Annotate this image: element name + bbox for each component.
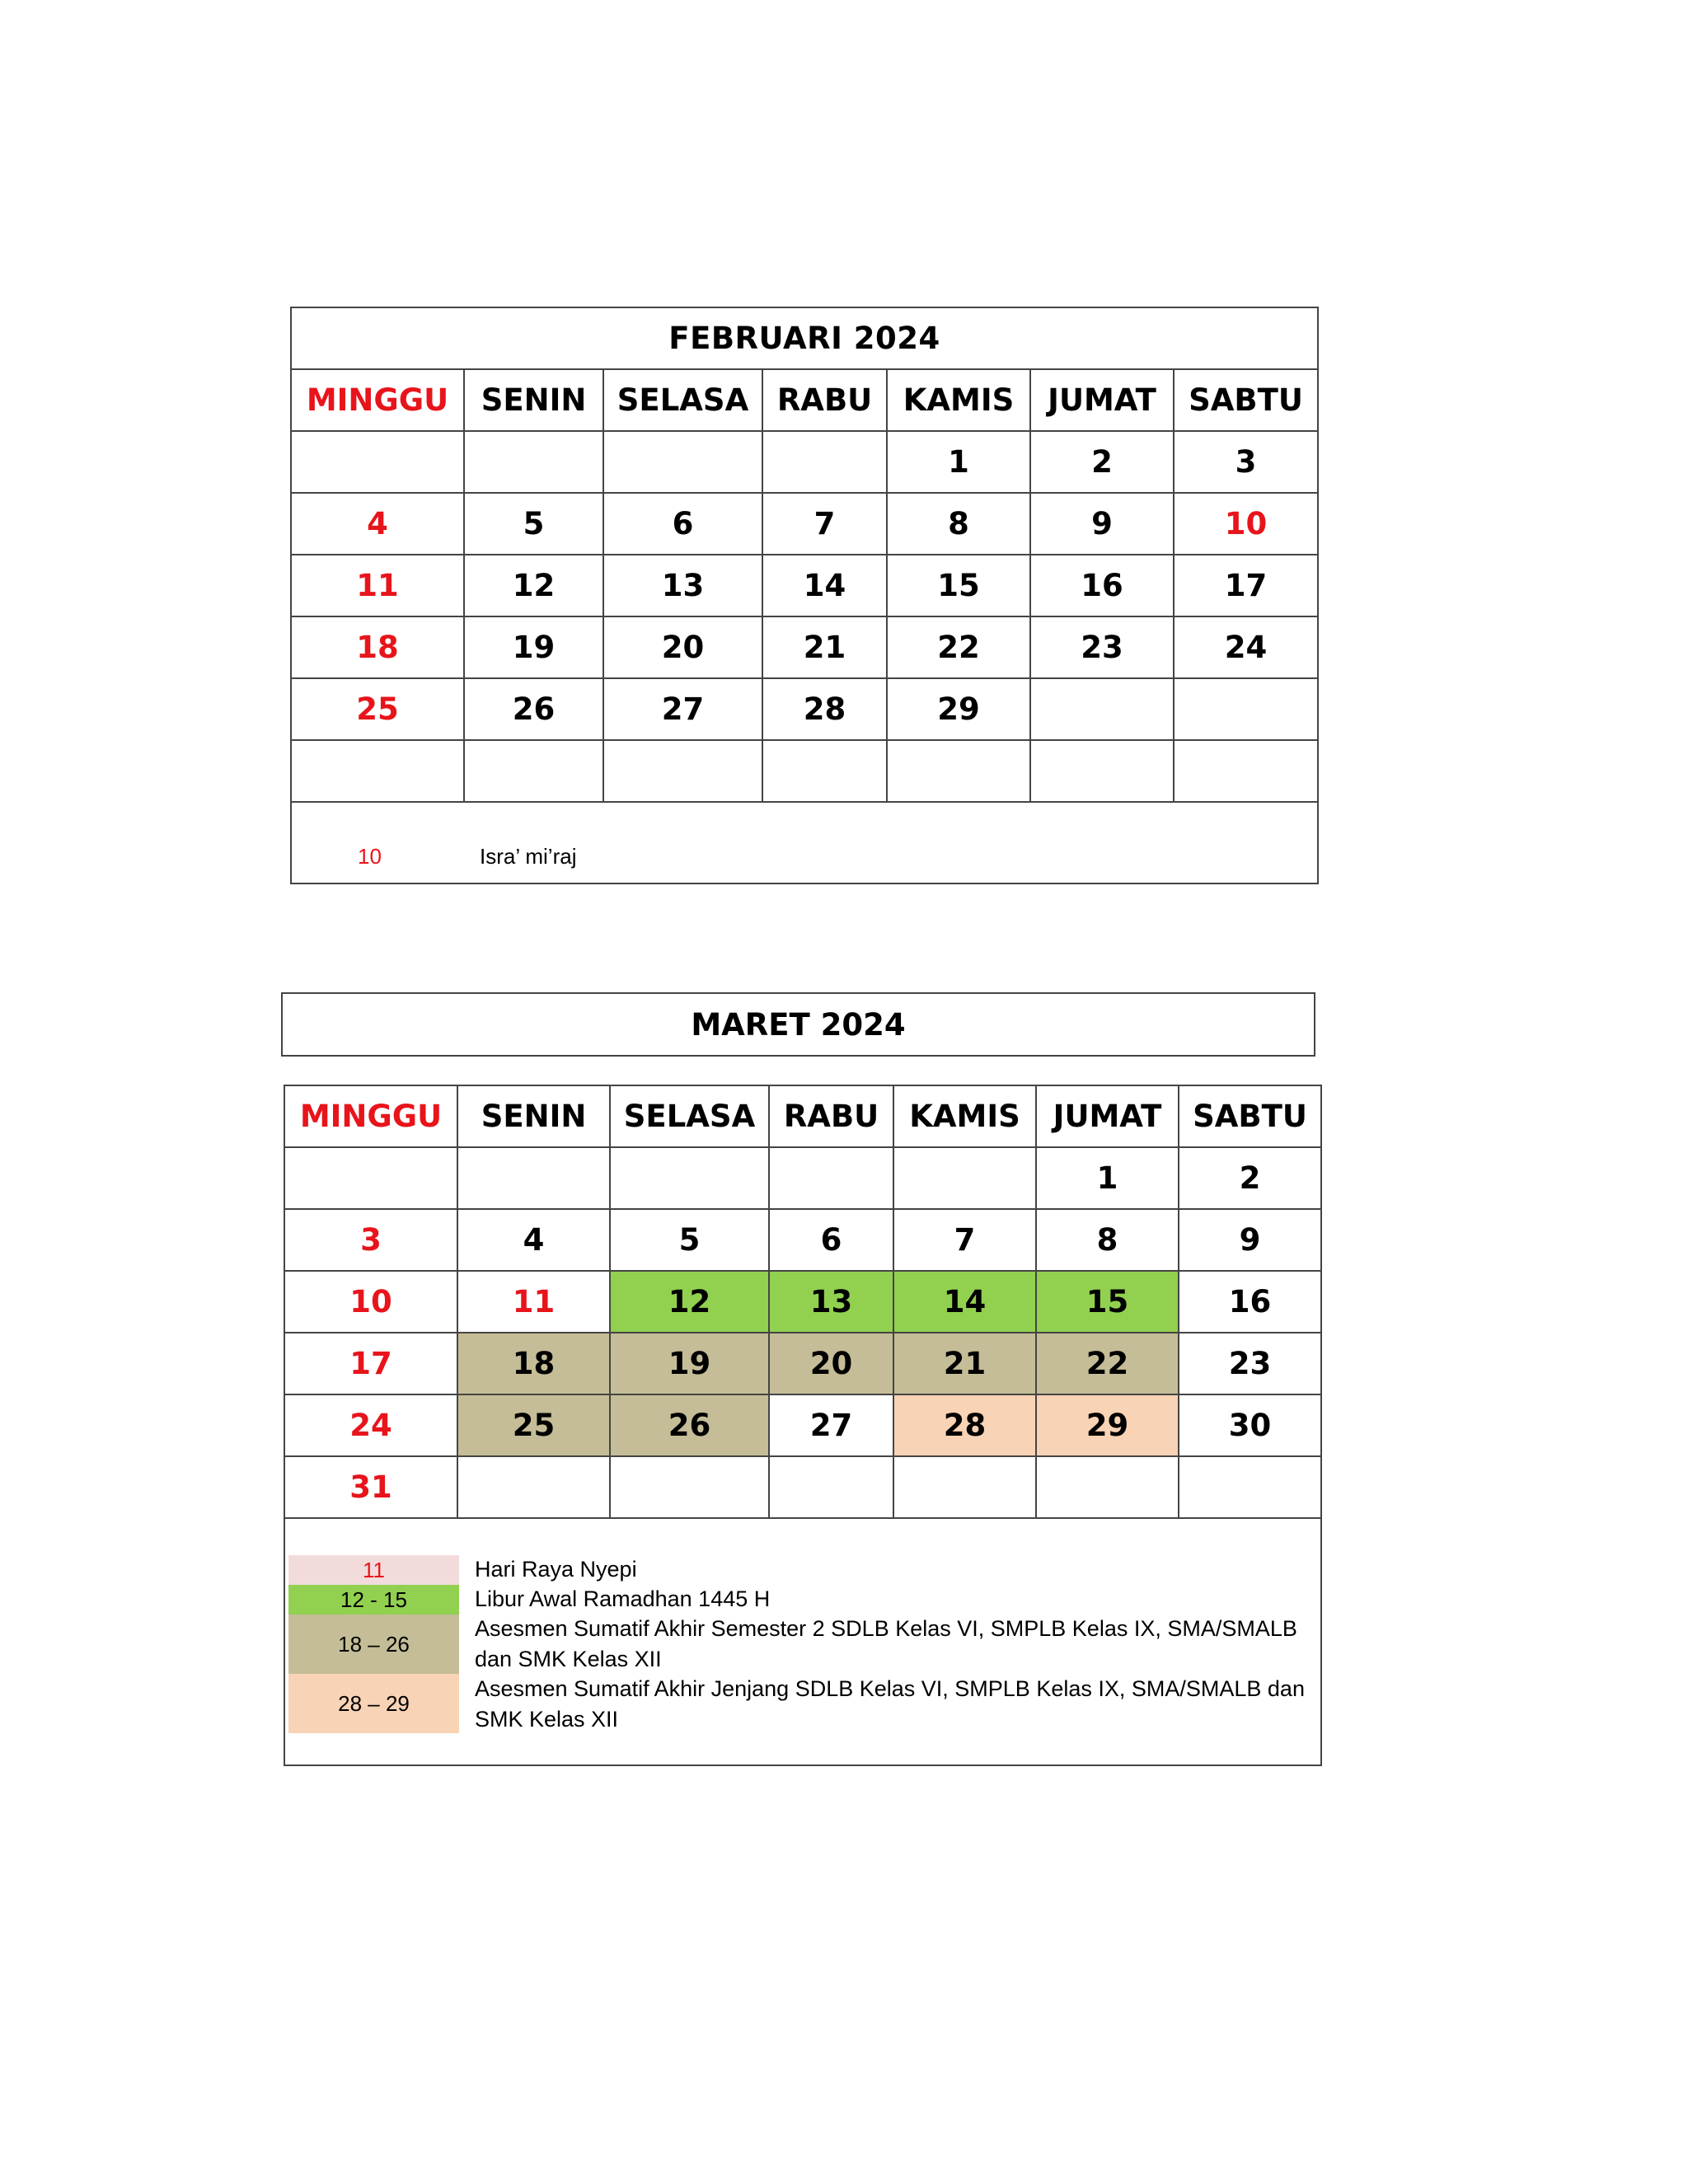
- day-cell: 24: [1174, 616, 1318, 678]
- day-cell: [464, 740, 603, 802]
- day-cell: [603, 740, 762, 802]
- weekday-sabtu: SABTU: [1179, 1085, 1321, 1147]
- asesmen-day-cell: 25: [457, 1394, 610, 1456]
- day-cell: [610, 1147, 769, 1209]
- day-cell: 17: [284, 1333, 457, 1394]
- day-cell: 29: [887, 678, 1030, 740]
- note-date: 10: [358, 844, 382, 869]
- day-cell: 24: [284, 1394, 457, 1456]
- day-cell: 5: [464, 493, 603, 555]
- day-cell: [762, 740, 887, 802]
- day-cell: 6: [769, 1209, 893, 1271]
- day-cell: [769, 1147, 893, 1209]
- day-cell: 26: [464, 678, 603, 740]
- day-cell: 5: [610, 1209, 769, 1271]
- day-cell: [769, 1456, 893, 1518]
- day-cell: [1174, 678, 1318, 740]
- day-cell: [457, 1456, 610, 1518]
- maret-calendar: [284, 1085, 1322, 1766]
- day-cell: [1174, 740, 1318, 802]
- day-cell: [610, 1456, 769, 1518]
- day-cell: 3: [284, 1209, 457, 1271]
- day-cell: 4: [457, 1209, 610, 1271]
- day-cell: 20: [603, 616, 762, 678]
- day-cell: 19: [464, 616, 603, 678]
- ramadhan-day-cell: 12: [610, 1271, 769, 1333]
- day-cell: 23: [1030, 616, 1174, 678]
- asesmen-day-cell: 19: [610, 1333, 769, 1394]
- day-cell: 8: [1036, 1209, 1179, 1271]
- day-cell: 30: [1179, 1394, 1321, 1456]
- day-cell: 7: [893, 1209, 1036, 1271]
- day-cell: [893, 1456, 1036, 1518]
- legend-text-nyepi: Hari Raya Nyepi: [475, 1557, 637, 1582]
- day-cell: [887, 740, 1030, 802]
- day-cell: 8: [887, 493, 1030, 555]
- ramadhan-day-cell: 14: [893, 1271, 1036, 1333]
- jenjang-day-cell: 29: [1036, 1394, 1179, 1456]
- weekday-senin: SENIN: [457, 1085, 610, 1147]
- maret-title: MARET 2024: [281, 992, 1315, 1057]
- day-cell: 2: [1030, 431, 1174, 493]
- jenjang-day-cell: 28: [893, 1394, 1036, 1456]
- day-cell: 14: [762, 555, 887, 616]
- day-cell: 4: [291, 493, 464, 555]
- day-cell: [1179, 1456, 1321, 1518]
- day-cell: 28: [762, 678, 887, 740]
- ramadhan-day-cell: 15: [1036, 1271, 1179, 1333]
- weekday-jumat: JUMAT: [1036, 1085, 1179, 1147]
- asesmen-day-cell: 26: [610, 1394, 769, 1456]
- day-cell: 11: [291, 555, 464, 616]
- weekday-selasa: SELASA: [603, 369, 762, 431]
- day-cell: 27: [769, 1394, 893, 1456]
- day-cell: [291, 740, 464, 802]
- holiday-day-cell: 11: [457, 1271, 610, 1333]
- day-cell: [1036, 1456, 1179, 1518]
- weekday-rabu: RABU: [762, 369, 887, 431]
- legend-text-jenjang: Asesmen Sumatif Akhir Jenjang SDLB Kelas VI, SMPLB Kelas IX, SMA/SMALB dan SMK Kelas XII: [475, 1676, 1305, 1732]
- day-cell: 15: [887, 555, 1030, 616]
- day-cell: 23: [1179, 1333, 1321, 1394]
- februari-calendar: [290, 307, 1319, 884]
- weekday-senin: SENIN: [464, 369, 603, 431]
- day-cell: 12: [464, 555, 603, 616]
- day-cell: 16: [1179, 1271, 1321, 1333]
- day-cell: 18: [291, 616, 464, 678]
- weekday-jumat: JUMAT: [1030, 369, 1174, 431]
- legend-text-asesmen: Asesmen Sumatif Akhir Semester 2 SDLB Kelas VI, SMPLB Kelas IX, SMA/SMALB dan SMK Kelas XII: [475, 1616, 1297, 1671]
- day-cell: 1: [887, 431, 1030, 493]
- day-cell: 7: [762, 493, 887, 555]
- day-cell: 1: [1036, 1147, 1179, 1209]
- day-cell: [893, 1147, 1036, 1209]
- asesmen-day-cell: 21: [893, 1333, 1036, 1394]
- legend-swatch-jenjang: 28 – 29: [288, 1674, 459, 1733]
- weekday-rabu: RABU: [769, 1085, 893, 1147]
- asesmen-day-cell: 20: [769, 1333, 893, 1394]
- weekday-minggu: MINGGU: [284, 1085, 457, 1147]
- day-cell: 13: [603, 555, 762, 616]
- day-cell: 22: [887, 616, 1030, 678]
- holiday-day-cell: 10: [1174, 493, 1318, 555]
- day-cell: 2: [1179, 1147, 1321, 1209]
- day-cell: [464, 431, 603, 493]
- weekday-minggu: MINGGU: [291, 369, 464, 431]
- day-cell: 31: [284, 1456, 457, 1518]
- day-cell: 16: [1030, 555, 1174, 616]
- day-cell: [603, 431, 762, 493]
- day-cell: 21: [762, 616, 887, 678]
- day-cell: 9: [1030, 493, 1174, 555]
- weekday-kamis: KAMIS: [893, 1085, 1036, 1147]
- asesmen-day-cell: 22: [1036, 1333, 1179, 1394]
- day-cell: 9: [1179, 1209, 1321, 1271]
- ramadhan-day-cell: 13: [769, 1271, 893, 1333]
- day-cell: [291, 431, 464, 493]
- weekday-kamis: KAMIS: [887, 369, 1030, 431]
- maret-legend: [284, 1518, 1321, 1765]
- februari-notes: [291, 802, 1318, 883]
- day-cell: 6: [603, 493, 762, 555]
- legend-swatch-nyepi: 11: [288, 1555, 459, 1585]
- weekday-selasa: SELASA: [610, 1085, 769, 1147]
- day-cell: [1030, 678, 1174, 740]
- day-cell: 3: [1174, 431, 1318, 493]
- legend-text-ramadhan: Libur Awal Ramadhan 1445 H: [475, 1586, 771, 1611]
- weekday-sabtu: SABTU: [1174, 369, 1318, 431]
- day-cell: 17: [1174, 555, 1318, 616]
- day-cell: [762, 431, 887, 493]
- legend-swatch-asesmen: 18 – 26: [288, 1615, 459, 1674]
- day-cell: 27: [603, 678, 762, 740]
- legend-swatch-ramadhan: 12 - 15: [288, 1585, 459, 1615]
- februari-title: FEBRUARI 2024: [291, 307, 1318, 369]
- asesmen-day-cell: 18: [457, 1333, 610, 1394]
- note-text: Isra’ mi’raj: [480, 844, 577, 869]
- day-cell: 10: [284, 1271, 457, 1333]
- day-cell: [1030, 740, 1174, 802]
- day-cell: [457, 1147, 610, 1209]
- day-cell: 25: [291, 678, 464, 740]
- day-cell: [284, 1147, 457, 1209]
